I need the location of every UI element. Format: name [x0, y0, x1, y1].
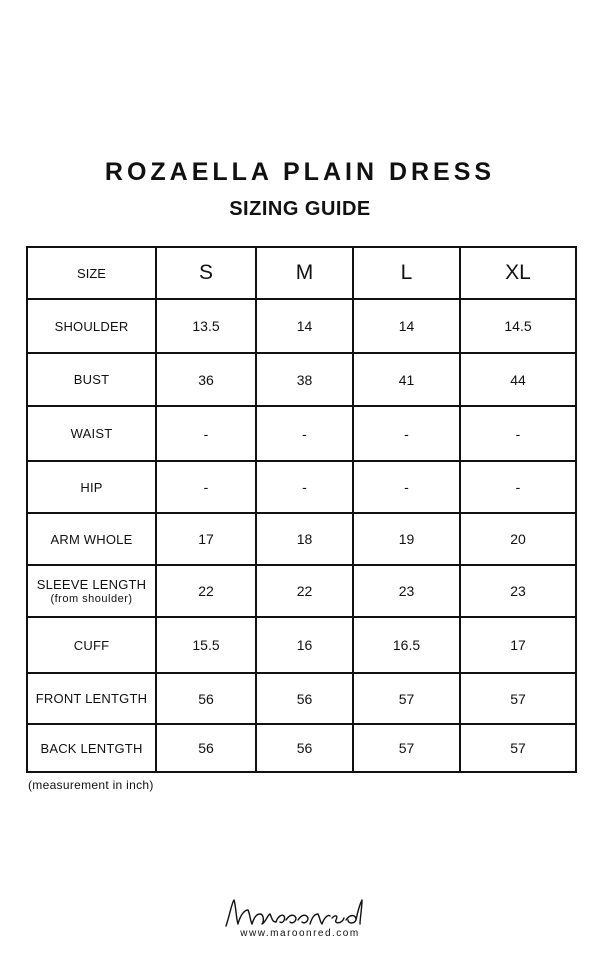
size-header-label: SIZE	[27, 247, 156, 299]
table-cell: 14.5	[460, 299, 576, 353]
table-cell: -	[353, 406, 460, 461]
row-label	[27, 724, 156, 772]
table-row	[27, 299, 576, 353]
row-label	[27, 513, 156, 565]
table-cell: 56	[156, 673, 256, 724]
table-cell: 17	[460, 617, 576, 673]
table-cell: 14	[256, 299, 353, 353]
table-row	[27, 673, 576, 724]
row-label	[27, 673, 156, 724]
sizing-table	[26, 246, 577, 773]
table-row	[27, 461, 576, 513]
table-cell: 56	[256, 724, 353, 772]
size-header-xl: XL	[460, 247, 576, 299]
table-cell: -	[460, 461, 576, 513]
page-title: ROZAELLA PLAIN DRESS	[104, 158, 496, 186]
table-row	[27, 617, 576, 673]
row-label-text: BUST	[73, 372, 110, 387]
size-header-m: M	[256, 247, 353, 299]
table-cell: 16	[256, 617, 353, 673]
table-cell: 22	[256, 565, 353, 617]
table-cell: -	[156, 406, 256, 461]
table-cell: 19	[353, 513, 460, 565]
row-label-text: ARM WHOLE	[50, 531, 133, 547]
table-cell: 57	[353, 673, 460, 724]
row-label-text: FRONT LENTGTH	[35, 691, 148, 706]
table-cell: 56	[256, 673, 353, 724]
table-header-row	[27, 247, 576, 299]
table-cell: 13.5	[156, 299, 256, 353]
table-cell: 18	[256, 513, 353, 565]
table-row	[27, 353, 576, 406]
row-label	[27, 406, 156, 461]
table-cell: 38	[256, 353, 353, 406]
row-label	[27, 565, 156, 617]
table-cell: 16.5	[353, 617, 460, 673]
brand-logo	[0, 896, 600, 932]
table-cell: 22	[156, 565, 256, 617]
table-row	[27, 406, 576, 461]
row-label-text: HIP	[80, 479, 103, 495]
table-cell: 44	[460, 353, 576, 406]
table-cell: 57	[460, 673, 576, 724]
table-cell: -	[156, 461, 256, 513]
table-cell: 23	[353, 565, 460, 617]
table-cell: -	[460, 406, 576, 461]
page-subtitle: SIZING GUIDE	[229, 198, 371, 220]
row-label-text: SLEEVE LENGTH	[36, 577, 147, 592]
table-cell: 57	[460, 724, 576, 772]
row-label	[27, 353, 156, 406]
table-cell: -	[256, 461, 353, 513]
table-cell: 14	[353, 299, 460, 353]
row-sublabel: (from shoulder)	[50, 593, 133, 605]
row-label	[27, 617, 156, 673]
row-label	[27, 299, 156, 353]
table-cell: 41	[353, 353, 460, 406]
row-label-text: SHOULDER	[54, 318, 129, 334]
table-cell: 20	[460, 513, 576, 565]
table-cell: 17	[156, 513, 256, 565]
row-label-text: CUFF	[73, 637, 110, 653]
measurement-note: (measurement in inch)	[28, 778, 154, 792]
table-row	[27, 565, 576, 617]
table-cell: 36	[156, 353, 256, 406]
row-label-text: BACK LENTGTH	[40, 740, 143, 756]
table-cell: 23	[460, 565, 576, 617]
table-cell: -	[353, 461, 460, 513]
table-cell: 15.5	[156, 617, 256, 673]
row-label-text: WAIST	[70, 426, 113, 441]
brand-url: www.maroonred.com	[240, 928, 360, 939]
maroonred-signature-icon	[220, 896, 380, 932]
table-cell: 57	[353, 724, 460, 772]
table-cell: 56	[156, 724, 256, 772]
row-label	[27, 461, 156, 513]
size-header-l: L	[353, 247, 460, 299]
table-cell: -	[256, 406, 353, 461]
size-header-s: S	[156, 247, 256, 299]
table-body	[27, 299, 576, 772]
table-row	[27, 724, 576, 772]
table-row	[27, 513, 576, 565]
